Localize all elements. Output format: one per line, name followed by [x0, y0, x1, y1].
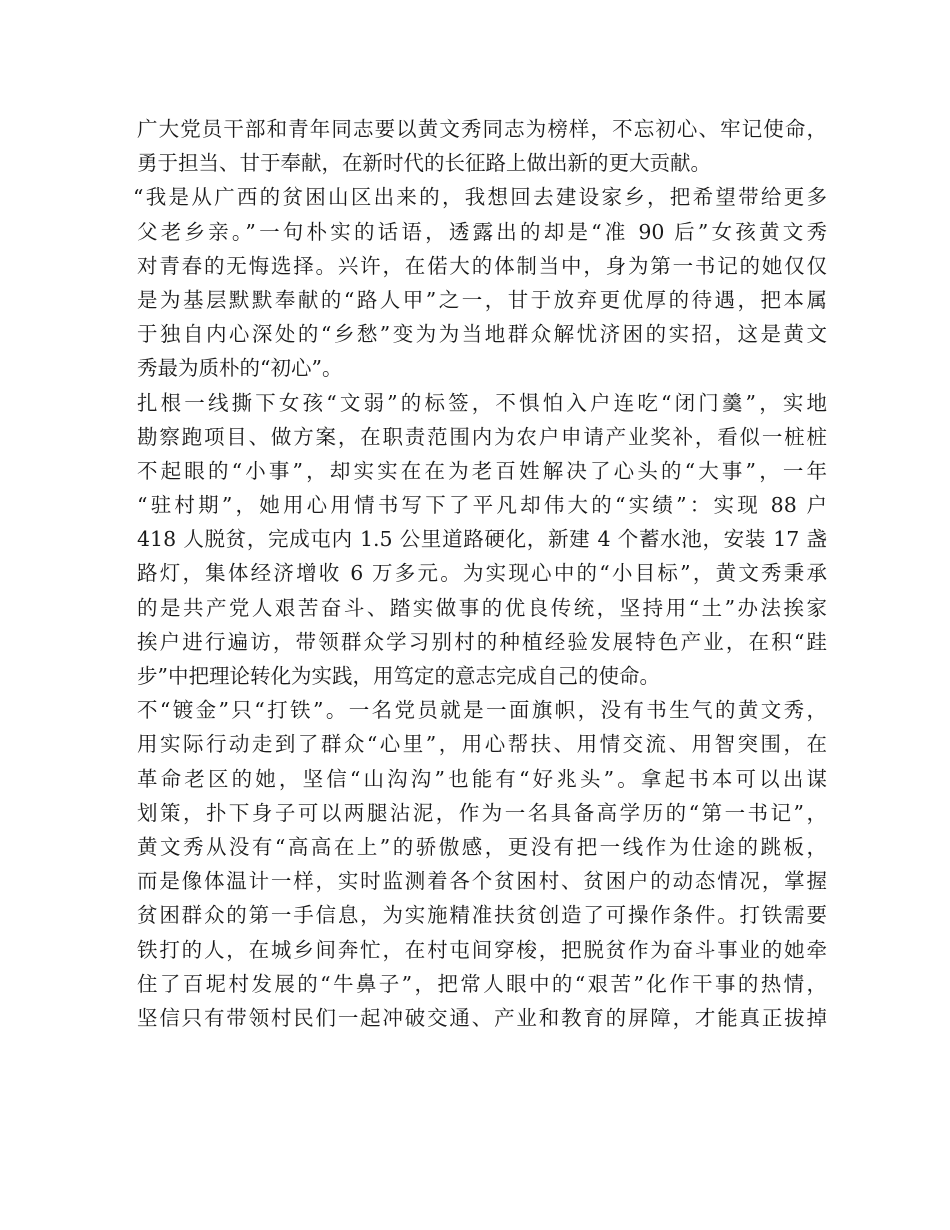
text-line: 革命老区的她，坚信“山沟沟”也能有“好兆头”。拿起书本可以出谋 [137, 766, 827, 791]
text-line: 对青春的无悔选择。兴许，在偌大的体制当中，身为第一书记的她仅仅 [137, 253, 827, 278]
text-line: “我是从广西的贫困山区出来的，我想回去建设家乡，把希望带给更多 [133, 185, 827, 210]
text-line: 父老乡亲。”一句朴实的话语，透露出的却是“准 90 后”女孩黄文秀 [137, 219, 827, 244]
text-line: 是为基层默默奉献的“路人甲”之一，甘于放弃更优厚的待遇，把本属 [137, 287, 827, 312]
text-line: 广大党员干部和青年同志要以黄文秀同志为榜样，不忘初心、牢记使命， [137, 117, 827, 141]
text-line: 黄文秀从没有“高高在上”的骄傲感，更没有把一线作为仕途的跳板， [137, 834, 827, 859]
text-line: 住了百坭村发展的“牛鼻子”，把常人眼中的“艰苦”化作干事的热情， [137, 971, 827, 996]
text-line: 勇于担当、甘于奉献，在新时代的长征路上做出新的更大贡献。 [137, 151, 711, 176]
text-line: 路灯，集体经济增收 6 万多元。为实现心中的“小目标”，黄文秀秉承 [137, 561, 827, 586]
text-line: 贫困群众的第一手信息，为实施精准扶贫创造了可操作条件。打铁需要 [137, 903, 827, 928]
text-line: 不起眼的“小事”，却实实在在为老百姓解决了心头的“大事”，一年 [137, 458, 827, 483]
text-line: 不“镀金”只“打铁”。一名党员就是一面旗帜，没有书生气的黄文秀， [137, 698, 827, 723]
text-line: “驻村期”，她用心用情书写下了平凡却伟大的“实绩”：实现 88 户 [137, 493, 827, 518]
text-line: 挨户进行遍访，带领群众学习别村的种植经验发展特色产业，在积“跬 [137, 629, 827, 654]
text-line: 秀最为质朴的“初心”。 [137, 356, 343, 381]
text-line: 418 人脱贫，完成屯内 1.5 公里道路硬化，新建 4 个蓄水池，安装 17 盏 [137, 527, 827, 552]
text-line: 步”中把理论转化为实践，用笃定的意志完成自己的使命。 [137, 664, 660, 688]
text-line: 勘察跑项目、做方案，在职责范围内为农户申请产业奖补，看似一桩桩 [137, 424, 827, 449]
article-body [133, 112, 827, 1035]
text-line: 铁打的人，在城乡间奔忙，在村屯间穿梭，把脱贫作为奋斗事业的她牵 [137, 937, 827, 962]
text-line: 用实际行动走到了群众“心里”，用心帮扶、用情交流、用智突围，在 [137, 732, 827, 757]
text-line: 的是共产党人艰苦奋斗、踏实做事的优良传统，坚持用“土”办法挨家 [137, 595, 827, 620]
text-line: 划策，扑下身子可以两腿沾泥，作为一名具备高学历的“第一书记”， [137, 800, 827, 825]
text-line: 于独自内心深处的“乡愁”变为为当地群众解忧济困的实招，这是黄文 [137, 322, 827, 347]
text-line: 坚信只有带领村民们一起冲破交通、产业和教育的屏障，才能真正拔掉 [137, 1005, 827, 1030]
text-line: 扎根一线撕下女孩“文弱”的标签，不惧怕入户连吃“闭门羹”，实地 [137, 390, 827, 415]
text-line: 而是像体温计一样，实时监测着各个贫困村、贫困户的动态情况，掌握 [137, 869, 827, 894]
